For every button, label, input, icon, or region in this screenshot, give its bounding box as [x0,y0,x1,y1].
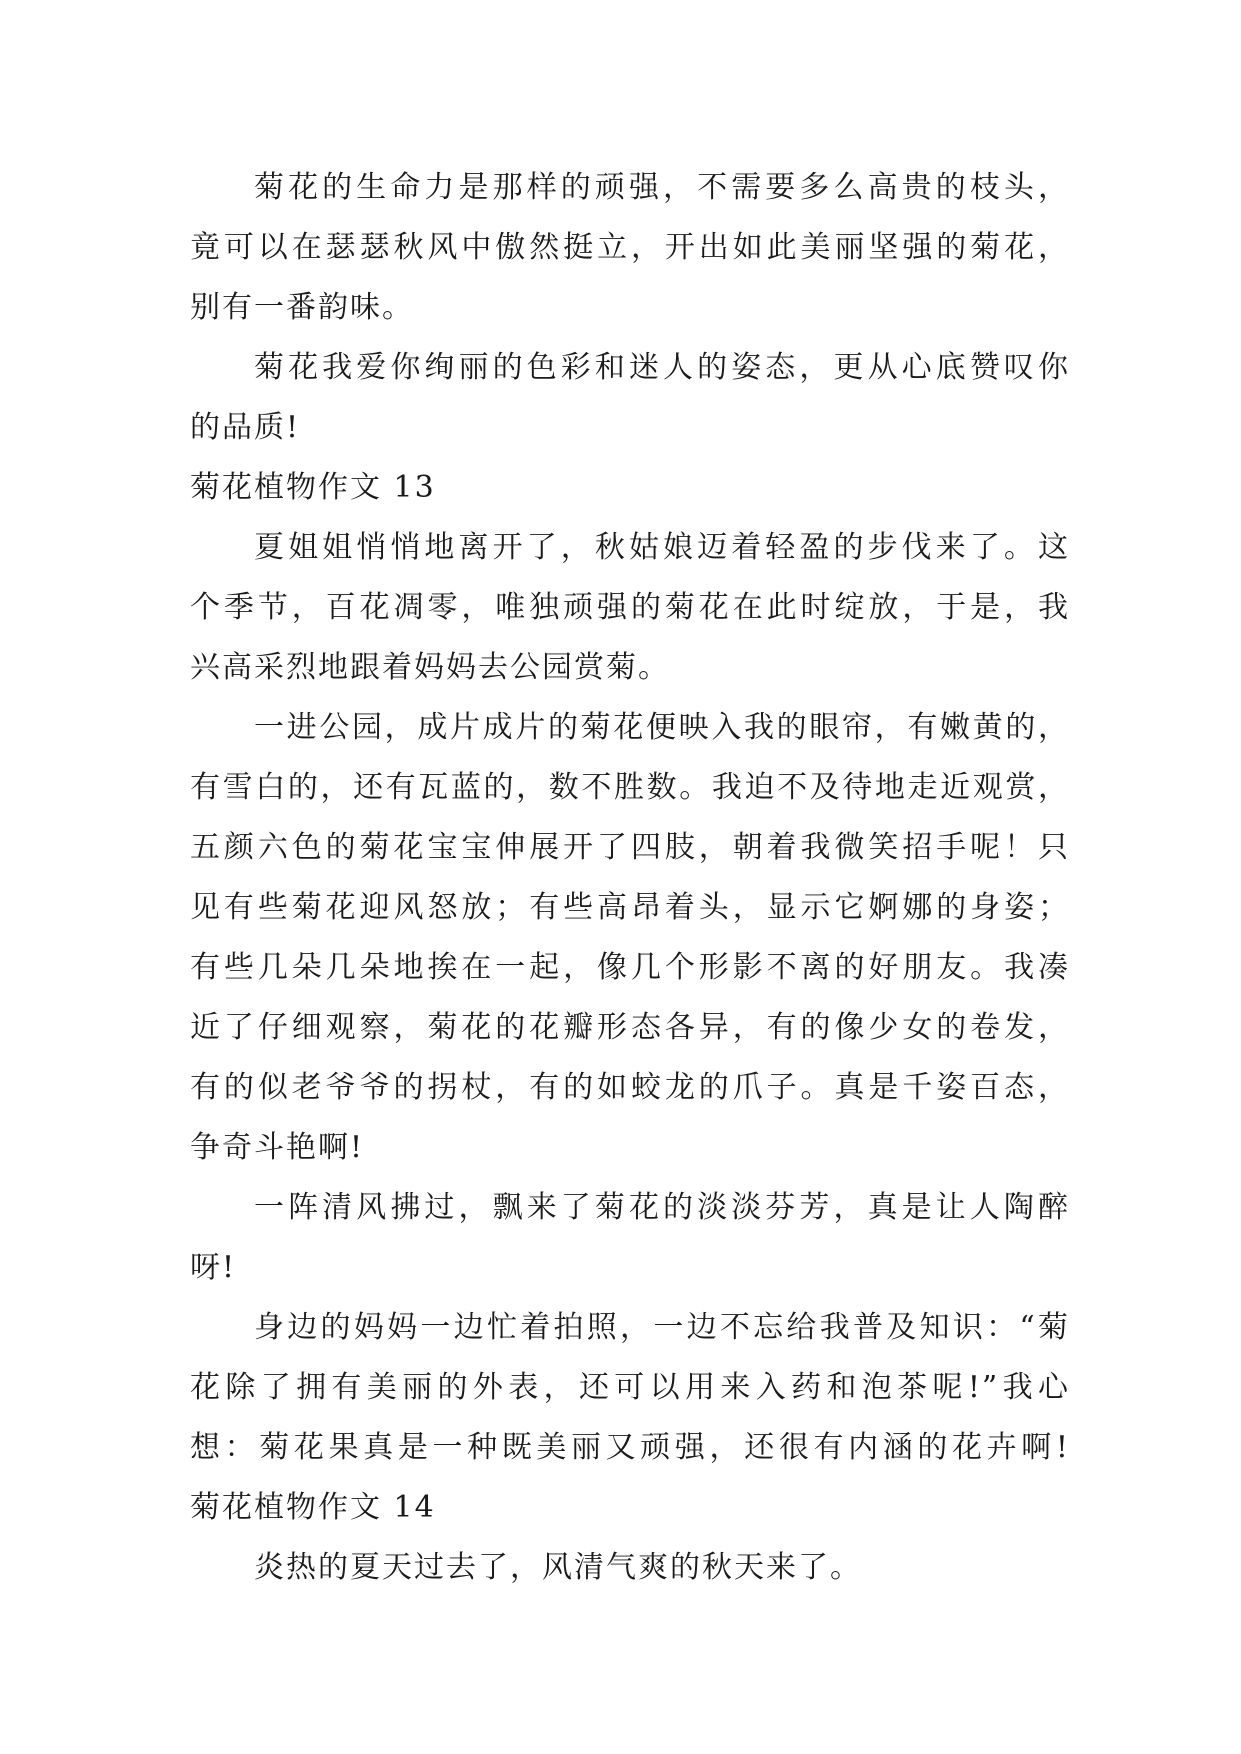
paragraph-1-line-3: 别有一番韵味。 [190,290,414,325]
paragraph-6-line-1: 身边的妈妈一边忙着拍照，一边不忘给我普及知识：“菊 [254,1310,1070,1345]
paragraph-7-line-1: 炎热的夏天过去了，风清气爽的秋天来了。 [254,1550,862,1585]
paragraph-4-line-7: 有的似老爷爷的拐杖，有的如蛟龙的爪子。真是千姿百态， [190,1070,1070,1105]
section-heading-14: 菊花植物作文 14 [190,1490,436,1525]
paragraph-4-line-3: 五颜六色的菊花宝宝伸展开了四肢，朝着我微笑招手呢！只 [190,830,1070,865]
paragraph-4-line-8: 争奇斗艳啊! [190,1130,365,1165]
paragraph-3-line-2: 个季节，百花凋零，唯独顽强的菊花在此时绽放，于是，我 [190,590,1070,625]
paragraph-4-line-6: 近了仔细观察，菊花的花瓣形态各异，有的像少女的卷发， [190,1010,1070,1045]
paragraph-2-line-2: 的品质! [190,410,301,445]
paragraph-3-line-3: 兴高采烈地跟着妈妈去公园赏菊。 [190,650,670,685]
paragraph-3-line-1: 夏姐姐悄悄地离开了，秋姑娘迈着轻盈的步伐来了。这 [254,530,1070,565]
paragraph-4-line-2: 有雪白的，还有瓦蓝的，数不胜数。我迫不及待地走近观赏， [190,770,1070,805]
paragraph-6-line-3: 想：菊花果真是一种既美丽又顽强，还很有内涵的花卉啊! [190,1430,1070,1465]
paragraph-1-line-2: 竟可以在瑟瑟秋风中傲然挺立，开出如此美丽坚强的菊花， [190,230,1070,265]
paragraph-5-line-1: 一阵清风拂过，飘来了菊花的淡淡芬芳，真是让人陶醉 [254,1190,1070,1225]
paragraph-4-line-5: 有些几朵几朵地挨在一起，像几个形影不离的好朋友。我凑 [190,950,1070,985]
section-heading-13: 菊花植物作文 13 [190,470,436,505]
paragraph-5-line-2: 呀! [190,1250,237,1285]
paragraph-1-line-1: 菊花的生命力是那样的顽强，不需要多么高贵的枝头， [254,170,1070,205]
paragraph-4-line-1: 一进公园，成片成片的菊花便映入我的眼帘，有嫩黄的， [254,710,1070,745]
paragraph-4-line-4: 见有些菊花迎风怒放；有些高昂着头，显示它婀娜的身姿； [190,890,1070,925]
paragraph-2-line-1: 菊花我爱你绚丽的色彩和迷人的姿态，更从心底赞叹你 [254,350,1070,385]
paragraph-6-line-2: 花除了拥有美丽的外表，还可以用来入药和泡茶呢!”我心 [190,1370,1070,1405]
